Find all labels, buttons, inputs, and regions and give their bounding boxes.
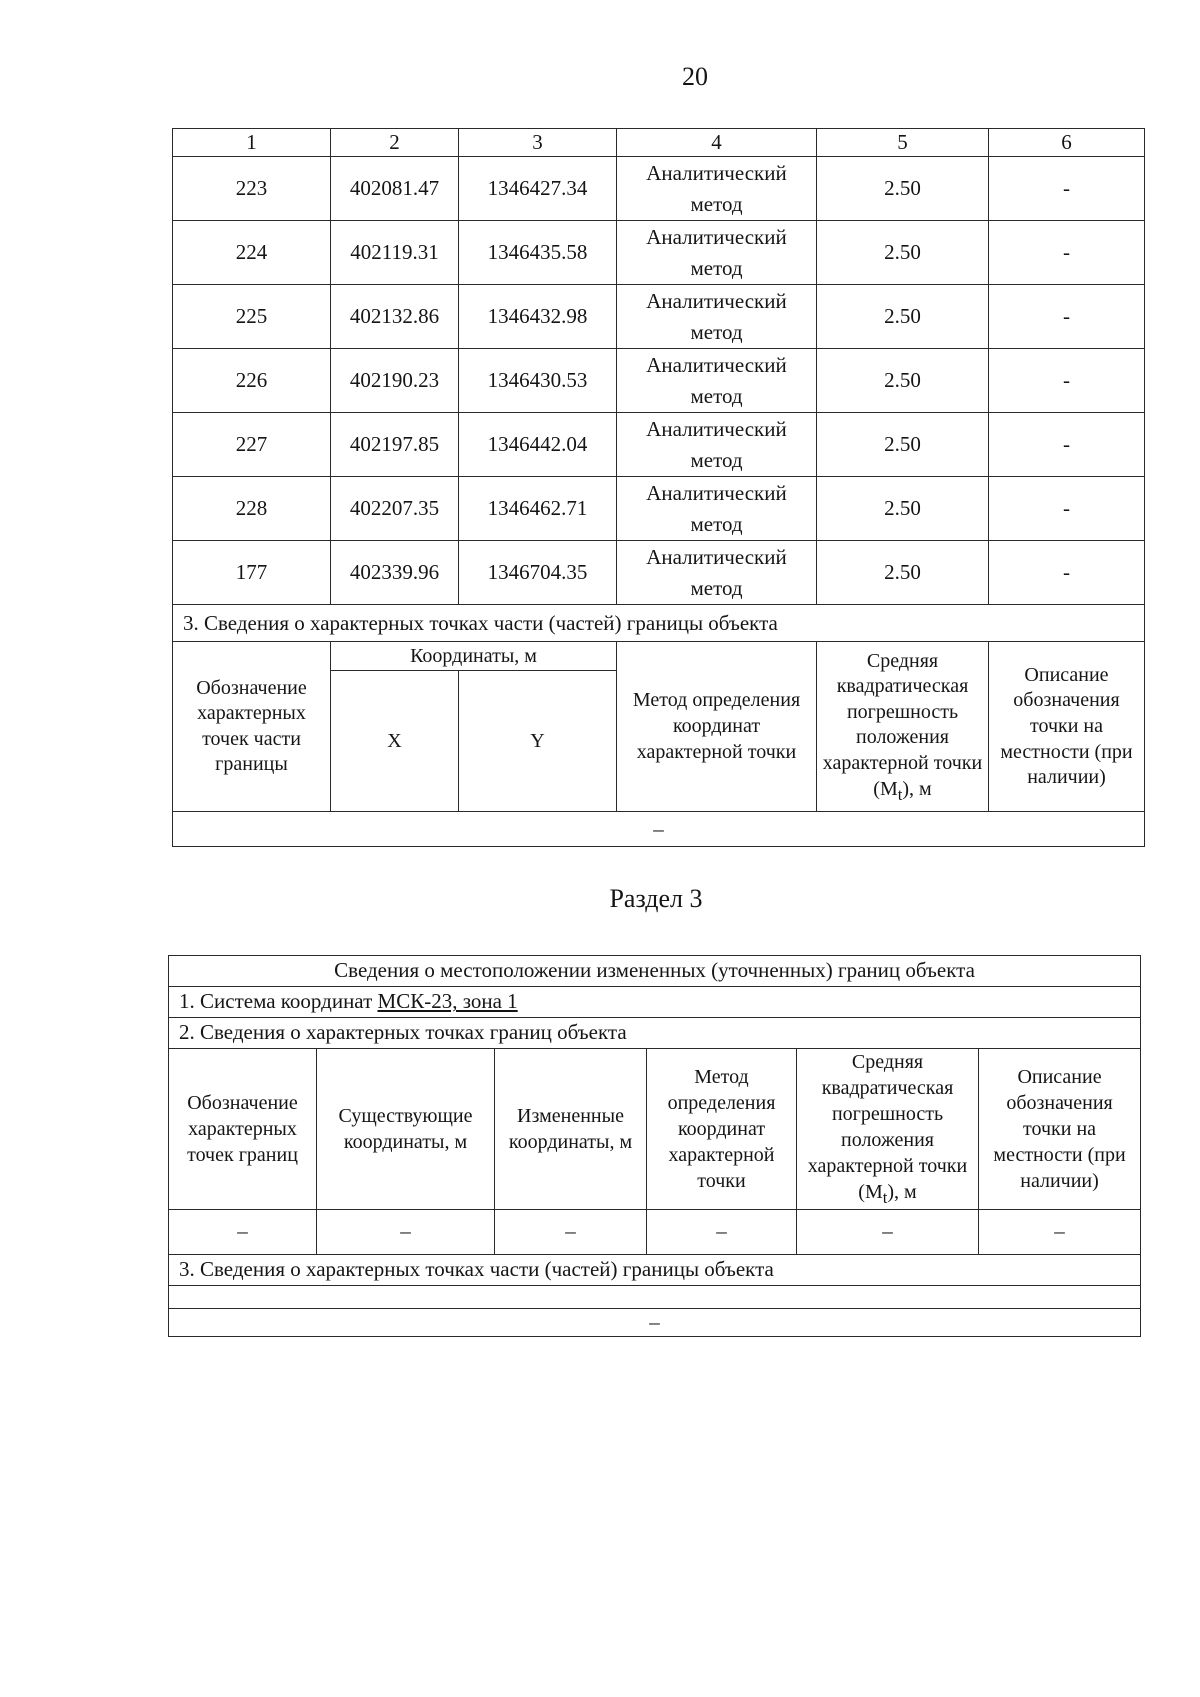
x-coordinate-cell: 402339.96 [331,541,459,605]
point-designation-header: Обозначение характерных точек границ [169,1049,317,1210]
x-coordinate-cell: 402207.35 [331,477,459,541]
y-coordinate-cell: 1346442.04 [459,413,617,477]
coord-system: 1. Система координат МСК-23, зона 1 [169,987,1141,1018]
y-coordinate-cell: 1346435.58 [459,221,617,285]
point-number-cell: 227 [173,413,331,477]
boundary-points-table [172,128,1145,847]
part-empty-value: – [173,812,1145,847]
error-cell: 2.50 [817,221,989,285]
blank-cell [169,1285,1141,1308]
table-title-row [169,956,1141,987]
error-header: Средняя квадратическая погрешность положения характерной точки $(M_t)$, м [817,642,989,812]
error-cell: 2.50 [817,285,989,349]
error-cell: 2.50 [817,349,989,413]
table-row [173,349,1145,413]
method-cell: Аналитический метод [617,349,817,413]
method-cell: Аналитический метод [617,157,817,221]
empty-cell: – [979,1209,1141,1254]
coord-system-value: МСК-23, зона 1 [377,989,518,1014]
table-row [173,541,1145,605]
points-section-title: 2. Сведения о характерных точках границ объекта [169,1018,1141,1049]
section-heading: Раздел 3 [609,884,703,913]
method-header: Метод определения координат характерной точки [617,642,817,812]
y-coordinate-cell: 1346432.98 [459,285,617,349]
description-cell: - [989,413,1145,477]
x-coordinate-cell: 402119.31 [331,221,459,285]
table-row [173,477,1145,541]
point-number-cell: 226 [173,349,331,413]
column-number: 3 [459,129,617,157]
part-section-title-row [173,605,1145,642]
part-section-title-row [169,1254,1141,1285]
method-cell: Аналитический метод [617,221,817,285]
column-number: 1 [173,129,331,157]
column-number: 2 [331,129,459,157]
table-row [173,413,1145,477]
empty-cell: – [317,1209,495,1254]
x-coordinate-cell: 402081.47 [331,157,459,221]
part-empty-value: – [169,1308,1141,1336]
method-cell: Аналитический метод [617,413,817,477]
table-row [173,285,1145,349]
y-coordinate-cell: 1346427.34 [459,157,617,221]
page-number: 20 [682,62,708,91]
error-header: Средняя квадратическая погрешность положения характерной точки $(M_t)$, м [797,1049,979,1210]
points-title-row [169,1018,1141,1049]
y-coordinate-cell: 1346430.53 [459,349,617,413]
point-number-cell: 177 [173,541,331,605]
description-header: Описание обозначения точки на местности (при наличии) [989,642,1145,812]
column-number-row [173,129,1145,157]
y-header: Y [459,671,617,812]
y-coordinate-cell: 1346704.35 [459,541,617,605]
method-header: Метод определения координат характерной точки [647,1049,797,1210]
x-coordinate-cell: 402197.85 [331,413,459,477]
table-row [173,157,1145,221]
description-cell: - [989,157,1145,221]
empty-cell: – [647,1209,797,1254]
description-cell: - [989,477,1145,541]
column-number: 5 [817,129,989,157]
header-row [169,1049,1141,1210]
empty-cell: – [169,1209,317,1254]
coord-system-row [169,987,1141,1018]
part-header-row [173,642,1145,671]
point-number-cell: 225 [173,285,331,349]
part-section-title: 3. Сведения о характерных точках части (частей) границы объекта [169,1254,1141,1285]
error-cell: 2.50 [817,477,989,541]
empty-cell: – [797,1209,979,1254]
description-cell: - [989,541,1145,605]
method-cell: Аналитический метод [617,477,817,541]
x-coordinate-cell: 402132.86 [331,285,459,349]
y-coordinate-cell: 1346462.71 [459,477,617,541]
x-coordinate-cell: 402190.23 [331,349,459,413]
table-row [173,221,1145,285]
changed-boundaries-table [168,955,1141,1337]
part-empty-row [173,812,1145,847]
table-title: Сведения о местоположении измененных (уточненных) границ объекта [169,956,1141,987]
description-cell: - [989,285,1145,349]
point-designation-header: Обозначение характерных точек части границы [173,642,331,812]
method-cell: Аналитический метод [617,285,817,349]
existing-coords-header: Существующие координаты, м [317,1049,495,1210]
part-empty-row [169,1308,1141,1336]
method-cell: Аналитический метод [617,541,817,605]
description-cell: - [989,221,1145,285]
changed-coords-header: Измененные координаты, м [495,1049,647,1210]
column-number: 6 [989,129,1145,157]
part-section-title: 3. Сведения о характерных точках части (частей) границы объекта [173,605,1145,642]
blank-row [169,1285,1141,1308]
error-cell: 2.50 [817,413,989,477]
column-number: 4 [617,129,817,157]
description-header: Описание обозначения точки на местности (при наличии) [979,1049,1141,1210]
coordinates-header: Координаты, м [331,642,617,671]
point-number-cell: 223 [173,157,331,221]
empty-data-row [169,1209,1141,1254]
x-header: X [331,671,459,812]
error-cell: 2.50 [817,157,989,221]
error-cell: 2.50 [817,541,989,605]
description-cell: - [989,349,1145,413]
point-number-cell: 224 [173,221,331,285]
empty-cell: – [495,1209,647,1254]
point-number-cell: 228 [173,477,331,541]
